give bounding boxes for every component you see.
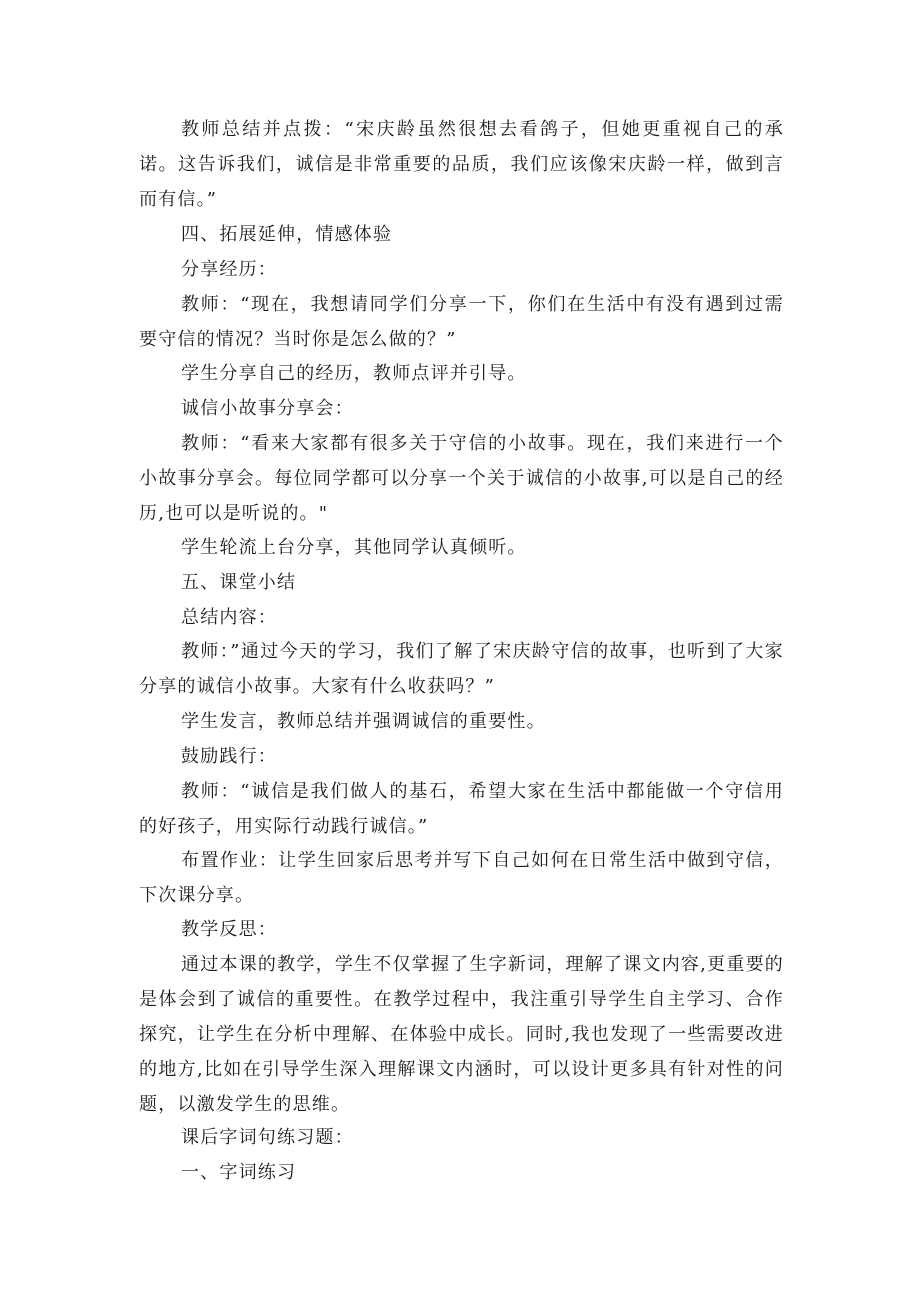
paragraph-students-speak: 学生发言，教师总结并强调诚信的重要性。 [181, 711, 546, 732]
paragraph-teacher-encourage: 教师：“诚信是我们做人的基石，希望大家在生活中都能做一个守信用的好孩子，用实际行动践行诚信。” [139, 781, 784, 837]
subheading-exercises: 课后字词句练习题： [181, 1127, 354, 1148]
paragraph-students-share: 学生分享自己的经历，教师点评并引导。 [181, 363, 527, 384]
paragraph-teacher-question: 教师：“现在，我想请同学们分享一下，你们在生活中有没有遇到过需要守信的情况？当时你是怎么做的？” [139, 294, 784, 350]
section-heading-extension: 四、拓展延伸，情感体验 [181, 224, 393, 245]
subheading-story-sharing: 诚信小故事分享会： [181, 398, 354, 419]
paragraph-students-take-turns: 学生轮流上台分享，其他同学认真倾听。 [181, 537, 527, 558]
paragraph-homework: 布置作业：让学生回家后思考并写下自己如何在日常生活中做到守信，下次课分享。 [139, 850, 784, 906]
section-heading-summary: 五、课堂小结 [181, 572, 297, 593]
subheading-reflection: 教学反思： [181, 919, 277, 940]
subheading-summary-content: 总结内容： [181, 607, 277, 628]
subheading-share-experience: 分享经历： [181, 259, 277, 280]
paragraph-story-sharing: 教师：“看来大家都有很多关于守信的小故事。现在，我们来进行一个小故事分享会。每位同学都可以分享一个关于诚信的小故事,可以是自己的经历,也可以是听说的。" [139, 433, 784, 524]
paragraph-teacher-summary: 教师总结并点拨：“宋庆龄虽然很想去看鸽子，但她更重视自己的承诺。这告诉我们，诚信是非常重要的品质，我们应该像宋庆龄一样，做到言而有信。” [139, 119, 784, 210]
paragraph-reflection: 通过本课的教学，学生不仅掌握了生字新词，理解了课文内容,更重要的是体会到了诚信的重要性。在教学过程中，我注重引导学生自主学习、合作探究，让学生在分析中理解、在体验中成长。同时,我也发现了一些需要改进的地方,比如在引导学生深入理解课文内涵时，可以设计更多具有针对性的问题，以激发学生的思维。 [139, 954, 784, 1115]
subheading-encourage: 鼓励践行： [181, 746, 277, 767]
paragraph-teacher-review: 教师：”通过今天的学习，我们了解了宋庆龄守信的故事，也听到了大家分享的诚信小故事。大家有什么收获吗？” [139, 641, 784, 697]
section-heading-word-practice: 一、字词练习 [181, 1162, 297, 1183]
